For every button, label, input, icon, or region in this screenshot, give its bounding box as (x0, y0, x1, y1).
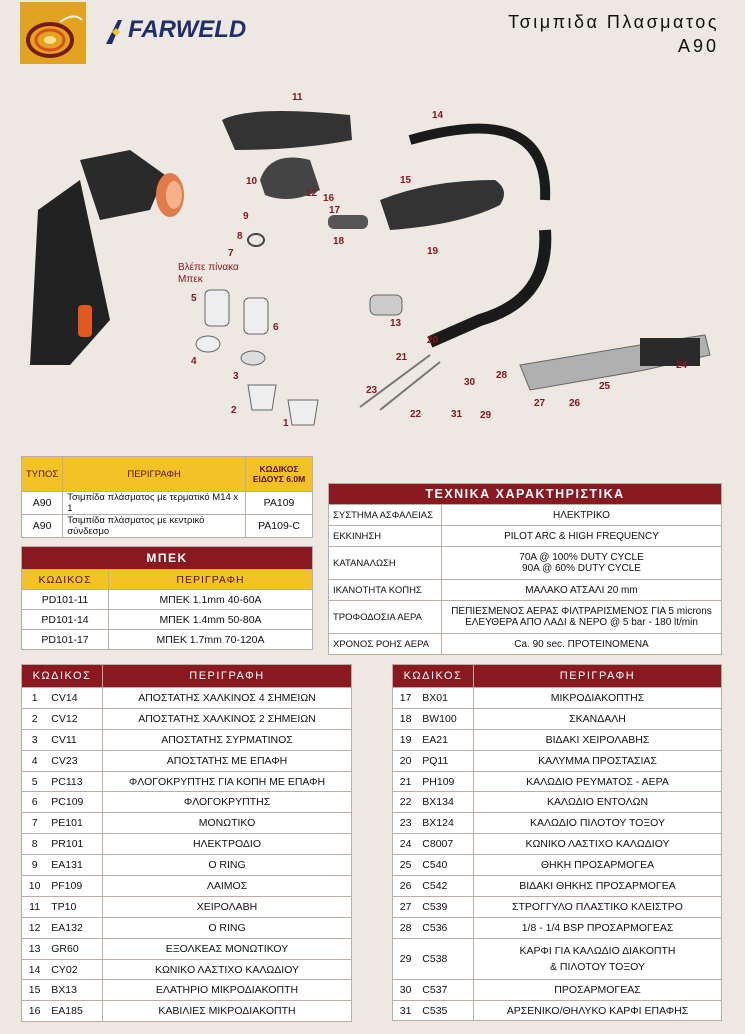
exploded-parts-diagram (0, 80, 745, 450)
code-cell: PD101-17 (22, 630, 109, 650)
part-description: ΚΑΛΩΔΙΟ ΕΝΤΟΛΩΝ (474, 792, 722, 813)
desc-cell: Τσιμπίδα πλάσματος με τερματικό M14 x 1 (63, 492, 246, 515)
spec-value (442, 601, 722, 634)
label-3: 3 (233, 371, 239, 382)
tips-header-desc: ΠΕΡΙΓΡΑΦΗ (109, 570, 313, 590)
table-row (22, 917, 352, 938)
table-row (22, 708, 352, 729)
part-code: C538 (418, 938, 473, 979)
part-code: PF109 (47, 876, 102, 897)
part-number: 16 (22, 1001, 48, 1022)
code-cell: PD101-11 (22, 590, 109, 610)
spec-value: PILOT ARC & HIGH FREQUENCY (442, 526, 722, 547)
part-number: 1 (22, 688, 48, 709)
part-code: EA132 (47, 917, 102, 938)
part-code: CY02 (47, 959, 102, 980)
table-row (329, 580, 722, 601)
part-number: 2 (22, 708, 48, 729)
part-code: PH109 (418, 771, 473, 792)
table-row (22, 896, 352, 917)
spec-value-line1: ΠΕΠΙΕΣΜΕΝΟΣ ΑΕΡΑΣ ΦΙΛΤΡΑΡΙΣΜΕΝΟΣ ΓΙΑ 5 microns (451, 606, 712, 617)
table-row (393, 855, 722, 876)
part-description: ΒΙΔΑΚΙ ΘΗΚΗΣ ΠΡΟΣΑΡΜΟΓΕΑ (474, 876, 722, 897)
label-16: 16 (323, 193, 335, 204)
part-code: GR60 (47, 938, 102, 959)
part-description: ΑΠΟΣΤΑΤΗΣ ΜΕ ΕΠΑΦΗ (103, 750, 352, 771)
code-cell: PA109 (246, 492, 313, 515)
part-code: CV23 (47, 750, 102, 771)
desc-cell: ΜΠΕΚ 1.1mm 40-60A (109, 590, 313, 610)
label-12: 12 (306, 188, 318, 199)
part-description: ΛΑΙΜΟΣ (103, 876, 352, 897)
label-15: 15 (400, 175, 412, 186)
label-19: 19 (427, 246, 439, 257)
spiral-logo-icon (20, 2, 86, 64)
part-code: EA185 (47, 1001, 102, 1022)
table-row (22, 813, 352, 834)
label-2: 2 (231, 405, 237, 416)
part-description: ΜΙΚΡΟΔΙΑΚΟΠΤΗΣ (474, 688, 722, 709)
part-description-line2: & ΠΙΛΟΤΟΥ ΤΟΞΟΥ (549, 960, 646, 973)
table-row (22, 1001, 352, 1022)
table-row (22, 834, 352, 855)
part-description: ΒΙΔΑΚΙ ΧΕΙΡΟΛΑΒΗΣ (474, 729, 722, 750)
table-row (22, 938, 352, 959)
table-row (393, 834, 722, 855)
table-row (393, 750, 722, 771)
part-description: O RING (103, 855, 352, 876)
types-header-code: ΚΩΔΙΚΟΣ ΕΙΔΟΥΣ 6.0Μ (246, 457, 313, 492)
label-7: 7 (228, 248, 234, 259)
part-code: CV11 (47, 729, 102, 750)
table-row (393, 876, 722, 897)
table-row (329, 526, 722, 547)
spec-key: ΣΥΣΤΗΜΑ ΑΣΦΑΛΕΙΑΣ (329, 505, 442, 526)
spec-key: ΚΑΤΑΝΑΛΩΣΗ (329, 547, 442, 580)
part-code: C540 (418, 855, 473, 876)
technical-specs-table (328, 483, 722, 655)
part-description: ΣΤΡΟΓΓΥΛΟ ΠΛΑΣΤΙΚΟ ΚΛΕΙΣΤΡΟ (474, 896, 722, 917)
torch-photo (30, 150, 184, 365)
part-code: PE101 (47, 813, 102, 834)
label-13: 13 (390, 318, 402, 329)
table-row (393, 688, 722, 709)
part-number: 23 (393, 813, 419, 834)
part-code: BX134 (418, 792, 473, 813)
label-10: 10 (246, 176, 258, 187)
logo (20, 2, 86, 64)
label-29: 29 (480, 410, 492, 421)
part-code: C539 (418, 896, 473, 917)
desc-cell: Τσιμπίδα πλάσματος με κεντρικό σύνδεσμο (63, 515, 246, 538)
parts-table-left (21, 664, 352, 1022)
part-code: BX124 (418, 813, 473, 834)
part-description: ΘΗΚΗ ΠΡΟΣΑΡΜΟΓΕΑ (474, 855, 722, 876)
table-row (393, 792, 722, 813)
code-cell: PA109-C (246, 515, 313, 538)
part-code: EA131 (47, 855, 102, 876)
type-cell: A90 (22, 492, 63, 515)
spec-value: ΜΑΛΑΚΟ ΑΤΣΑΛΙ 20 mm (442, 580, 722, 601)
table-row (22, 792, 352, 813)
table-row (393, 979, 722, 1000)
parts-right-header-desc: ΠΕΡΙΓΡΑΦΗ (474, 665, 722, 688)
part-number: 30 (393, 979, 419, 1000)
table-row (22, 590, 313, 610)
brand-name: FARWELD (128, 16, 247, 43)
part-number: 12 (22, 917, 48, 938)
label-1: 1 (283, 418, 289, 429)
part-number: 27 (393, 896, 419, 917)
part-number: 28 (393, 917, 419, 938)
label-27: 27 (534, 398, 546, 409)
part-description: 1/8 - 1/4 BSP ΠΡΟΣΑΡΜΟΓΕΑΣ (474, 917, 722, 938)
part-code: BX13 (47, 980, 102, 1001)
part-number: 14 (22, 959, 48, 980)
part-description: ΚΑΒΙΛΙΕΣ ΜΙΚΡΟΔΙΑΚΟΠΤΗ (103, 1001, 352, 1022)
part-description: ΜΟΝΩΤΙΚΟ (103, 813, 352, 834)
part-number: 3 (22, 729, 48, 750)
parts-right-header-code: ΚΩΔΙΚΟΣ (393, 665, 474, 688)
part-number: 15 (22, 980, 48, 1001)
table-row (393, 729, 722, 750)
part-number: 17 (393, 688, 419, 709)
table-row (22, 492, 313, 515)
part-description-line1: ΚΑΡΦΙ ΓΙΑ ΚΑΛΩΔΙΟ ΔΙΑΚΟΠΤΗ (519, 944, 676, 957)
spec-key: ΧΡΟΝΟΣ ΡΟΗΣ ΑΕΡΑ (329, 634, 442, 655)
part-number: 20 (393, 750, 419, 771)
part-description: ΕΞΟΛΚΕΑΣ ΜΟΝΩΤΙΚΟΥ (103, 938, 352, 959)
table-row (329, 601, 722, 634)
part-number: 6 (22, 792, 48, 813)
label-21: 21 (396, 352, 408, 363)
part-code: PQ11 (418, 750, 473, 771)
document-title: Τσιμπιδα Πλασματος (508, 12, 719, 32)
part-description: ΑΡΣΕΝΙΚΟ/ΘΗΛΥΚΟ ΚΑΡΦΙ ΕΠΑΦΗΣ (474, 1000, 722, 1021)
torch-types-table (21, 456, 313, 538)
part-code: C537 (418, 979, 473, 1000)
types-header-type: ΤΥΠΟΣ (22, 457, 63, 492)
table-row (329, 547, 722, 580)
part-code: C535 (418, 1000, 473, 1021)
parts-right-body (393, 688, 722, 1021)
label-20: 20 (427, 335, 439, 346)
label-18: 18 (333, 236, 345, 247)
table-row (393, 771, 722, 792)
part-description: ΣΚΑΝΔΑΛΗ (474, 708, 722, 729)
part-description: ΑΠΟΣΤΑΤΗΣ ΧΑΛΚΙΝΟΣ 2 ΣΗΜΕΙΩΝ (103, 708, 352, 729)
part-number: 13 (22, 938, 48, 959)
part-description: ΦΛΟΓΟΚΡΥΠΤΗΣ (103, 792, 352, 813)
parts-left-body (22, 688, 352, 1022)
table-row (393, 917, 722, 938)
parts-table-right (392, 664, 722, 1021)
table-row (393, 896, 722, 917)
label-23: 23 (366, 385, 378, 396)
table-row (393, 813, 722, 834)
type-cell: A90 (22, 515, 63, 538)
label-6: 6 (273, 322, 279, 333)
part-code: CV12 (47, 708, 102, 729)
label-9: 9 (243, 211, 249, 222)
label-31: 31 (451, 409, 463, 420)
table-row (393, 1000, 722, 1021)
part-number: 18 (393, 708, 419, 729)
part-number: 4 (22, 750, 48, 771)
part-description: ΚΑΛΩΔΙΟ ΡΕΥΜΑΤΟΣ - ΑΕΡΑ (474, 771, 722, 792)
label-5: 5 (191, 293, 197, 304)
diagram-note-line1: Βλέπε πίνακα (178, 262, 239, 273)
parts-left-header-desc: ΠΕΡΙΓΡΑΦΗ (103, 665, 352, 688)
diagram-note-line2: Μπεκ (178, 274, 203, 285)
part-code: CV14 (47, 688, 102, 709)
part-number: 19 (393, 729, 419, 750)
spec-value-line2: ΕΛΕΥΘΕΡΑ ΑΠΟ ΛΑΔΙ & ΝΕΡΟ @ 5 bar - 180 lt/min (465, 617, 698, 628)
spec-value-line2: 90A @ 60% DUTY CYCLE (522, 563, 641, 574)
part-number: 8 (22, 834, 48, 855)
parts-left-header-code: ΚΩΔΙΚΟΣ (22, 665, 103, 688)
table-row (22, 959, 352, 980)
part-description: ΕΛΑΤΗΡΙΟ ΜΙΚΡΟΔΙΑΚΟΠΤΗ (103, 980, 352, 1001)
part-number: 21 (393, 771, 419, 792)
part-code: TP10 (47, 896, 102, 917)
table-row (22, 630, 313, 650)
part-number: 5 (22, 771, 48, 792)
part-number: 31 (393, 1000, 419, 1021)
part-description: ΦΛΟΓΟΚΡΥΠΤΗΣ ΓΙΑ ΚΟΠΗ ΜΕ ΕΠΑΦΗ (103, 771, 352, 792)
part-description: ΠΡΟΣΑΡΜΟΓΕΑΣ (474, 979, 722, 1000)
spec-key: ΙΚΑΝΟΤΗΤΑ ΚΟΠΗΣ (329, 580, 442, 601)
part-description: ΗΛΕΚΤΡΟΔΙΟ (103, 834, 352, 855)
label-22: 22 (410, 409, 422, 420)
table-row (22, 771, 352, 792)
part-description: ΑΠΟΣΤΑΤΗΣ ΧΑΛΚΙΝΟΣ 4 ΣΗΜΕΙΩΝ (103, 688, 352, 709)
part-number: 11 (22, 896, 48, 917)
part-number: 25 (393, 855, 419, 876)
label-24: 24 (676, 360, 688, 371)
label-4: 4 (191, 356, 197, 367)
tips-header-code: ΚΩΔΙΚΟΣ (22, 570, 109, 590)
label-28: 28 (496, 370, 508, 381)
part-code: C8007 (418, 834, 473, 855)
table-row (393, 708, 722, 729)
spec-key: ΤΡΟΦΟΔΟΣΙΑ ΑΕΡΑ (329, 601, 442, 634)
part-code: BW100 (418, 708, 473, 729)
label-25: 25 (599, 381, 611, 392)
part-code: PC113 (47, 771, 102, 792)
spec-key: ΕΚΚΙΝΗΣΗ (329, 526, 442, 547)
table-row (22, 515, 313, 538)
table-row (22, 729, 352, 750)
part-number: 26 (393, 876, 419, 897)
part-number: 29 (393, 938, 419, 979)
part-number: 22 (393, 792, 419, 813)
part-number: 7 (22, 813, 48, 834)
part-description: ΚΑΛΥΜΜΑ ΠΡΟΣΤΑΣΙΑΣ (474, 750, 722, 771)
label-8: 8 (237, 231, 243, 242)
part-code: EA21 (418, 729, 473, 750)
table-row (22, 876, 352, 897)
spec-value: ΗΛΕΚΤΡΙΚΟ (442, 505, 722, 526)
part-description: ΚΑΛΩΔΙΟ ΠΙΛΟΤΟΥ ΤΟΞΟΥ (474, 813, 722, 834)
table-row (22, 610, 313, 630)
document-subtitle: A90 (677, 36, 719, 56)
tips-table (21, 546, 313, 650)
table-row (22, 688, 352, 709)
specs-title: ΤΕΧΝΙΚΑ ΧΑΡΑΚΤΗΡΙΣΤΙΚΑ (329, 484, 722, 505)
table-row (329, 505, 722, 526)
part-description: ΑΠΟΣΤΑΤΗΣ ΣΥΡΜΑΤΙΝΟΣ (103, 729, 352, 750)
table-row (22, 855, 352, 876)
spec-value: Ca. 90 sec. ΠΡΟΤΕΙΝΟΜΕΝΑ (442, 634, 722, 655)
part-number: 24 (393, 834, 419, 855)
part-description: O RING (103, 917, 352, 938)
part-description: ΧΕΙΡΟΛΑΒΗ (103, 896, 352, 917)
table-row (22, 980, 352, 1001)
table-row (329, 634, 722, 655)
part-description (474, 938, 722, 979)
label-30: 30 (464, 377, 476, 388)
tips-title: ΜΠΕΚ (22, 547, 313, 570)
part-number: 10 (22, 876, 48, 897)
label-14: 14 (432, 110, 444, 121)
label-17: 17 (329, 205, 341, 216)
table-row (393, 938, 722, 979)
spec-value (442, 547, 722, 580)
part-description: ΚΩΝΙΚΟ ΛΑΣΤΙΧΟ ΚΑΛΩΔΙΟΥ (474, 834, 722, 855)
part-number: 9 (22, 855, 48, 876)
label-11: 11 (292, 92, 303, 103)
part-code: PR101 (47, 834, 102, 855)
desc-cell: ΜΠΕΚ 1.7mm 70-120A (109, 630, 313, 650)
desc-cell: ΜΠΕΚ 1.4mm 50-80A (109, 610, 313, 630)
spec-value-line1: 70A @ 100% DUTY CYCLE (519, 552, 644, 563)
code-cell: PD101-14 (22, 610, 109, 630)
part-code: C542 (418, 876, 473, 897)
part-code: BX01 (418, 688, 473, 709)
label-26: 26 (569, 398, 581, 409)
part-code: C536 (418, 917, 473, 938)
types-header-desc: ΠΕΡΙΓΡΑΦΗ (63, 457, 246, 492)
table-row (22, 750, 352, 771)
part-description: ΚΩΝΙΚΟ ΛΑΣΤΙΧΟ ΚΑΛΩΔΙΟΥ (103, 959, 352, 980)
part-code: PC109 (47, 792, 102, 813)
